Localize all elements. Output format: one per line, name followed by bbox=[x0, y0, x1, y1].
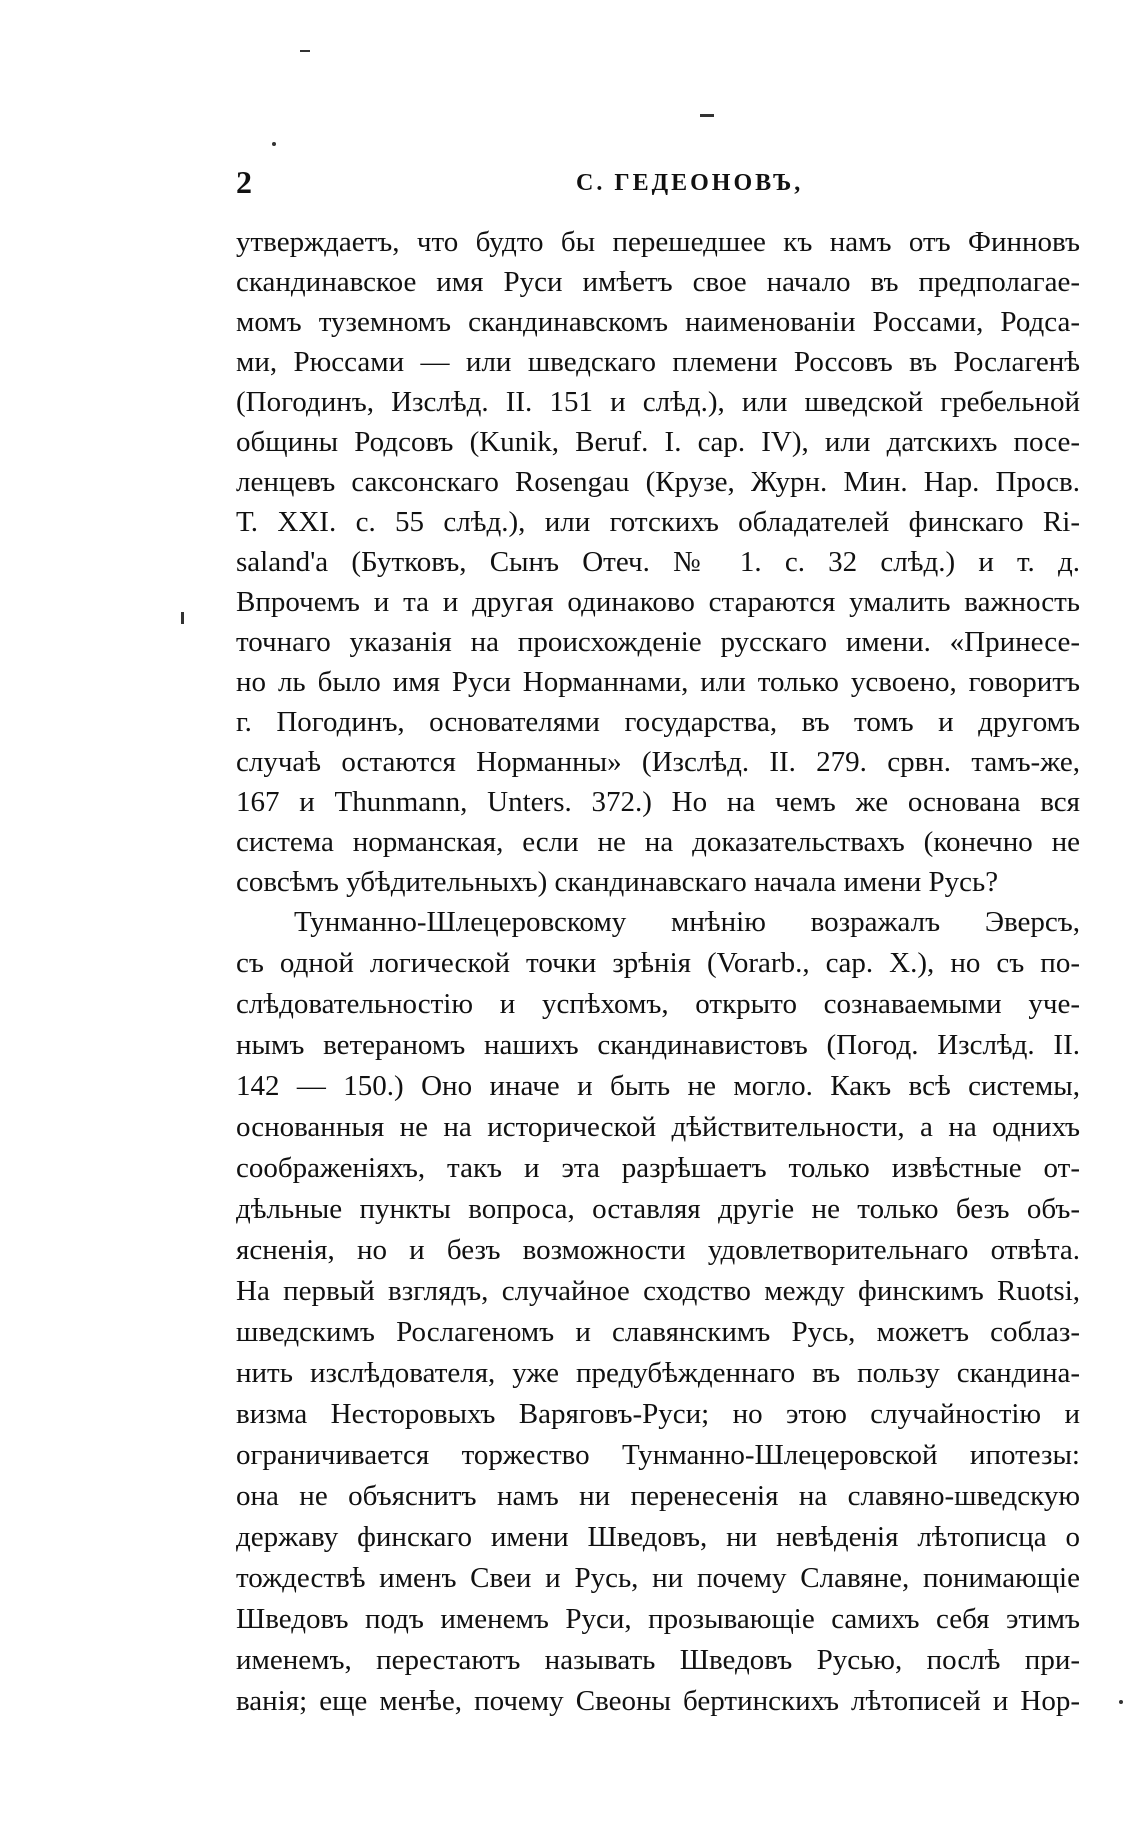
text-line: ванія; еще менѣе, почему Свеоны бертинскихъ лѣтописей и Нор- bbox=[236, 1685, 1080, 1717]
text-line: ограничивается торжество Тунманно-Шлецеровской ипотезы: bbox=[236, 1439, 1080, 1471]
text-line: случаѣ остаются Норманны» (Изслѣд. II. 279. срвн. тамъ-же, bbox=[236, 746, 1080, 778]
text-line: 142 — 150.) Оно иначе и быть не могло. Какъ всѣ системы, bbox=[236, 1070, 1080, 1102]
text-line: съ одной логической точки зрѣнія (Vorarb., cap. X.), но съ по- bbox=[236, 947, 1080, 979]
body-text bbox=[236, 222, 1080, 1722]
text-line: общины Родсовъ (Kunik, Beruf. I. cap. IV), или датскихъ посе- bbox=[236, 426, 1080, 458]
text-line: ми, Рюссами — или шведскаго племени Россовъ въ Рослагенѣ bbox=[236, 346, 1080, 378]
text-line: она не объяснитъ намъ ни перенесенія на славяно-шведскую bbox=[236, 1480, 1080, 1512]
text-line: 167 и Thunmann, Unters. 372.) Но на чемъ же основана вся bbox=[236, 786, 1080, 818]
text-line: На первый взглядъ, случайное сходство между финскимъ Ruotsi, bbox=[236, 1275, 1080, 1307]
paragraph-start-line: Тунманно-Шлецеровскому мнѣнію возражалъ Эверсъ, bbox=[294, 906, 1080, 938]
text-line: тождествѣ именъ Свеи и Русь, ни почему Славяне, понимающіе bbox=[236, 1562, 1080, 1594]
page-header bbox=[236, 164, 1066, 204]
text-line: визма Несторовыхъ Варяговъ-Руси; но этою случайностію и bbox=[236, 1398, 1080, 1430]
text-line: система норманская, если не на доказательствахъ (конечно не bbox=[236, 826, 1080, 858]
text-line: шведскимъ Рослагеномъ и славянскимъ Русь, можетъ соблаз- bbox=[236, 1316, 1080, 1348]
text-line: ясненія, но и безъ возможности удовлетворительнаго отвѣта. bbox=[236, 1234, 1080, 1266]
text-line: Т. XXI. с. 55 слѣд.), или готскихъ обладателей финскаго Ri- bbox=[236, 506, 1080, 538]
text-line: Шведовъ подъ именемъ Руси, прозывающіе самихъ себя этимъ bbox=[236, 1603, 1080, 1635]
scan-speck bbox=[300, 50, 310, 52]
text-line: основанныя не на исторической дѣйствительности, а на однихъ bbox=[236, 1111, 1080, 1143]
text-line: соображеніяхъ, такъ и эта разрѣшаетъ только извѣстные от- bbox=[236, 1152, 1080, 1184]
text-line: утверждаетъ, что будто бы перешедшее къ намъ отъ Финновъ bbox=[236, 226, 1080, 258]
scan-speck bbox=[181, 612, 184, 624]
text-line: Впрочемъ и та и другая одинаково стараются умалить важность bbox=[236, 586, 1080, 618]
text-line: saland'a (Бутковъ, Сынъ Отеч. № 1. с. 32 слѣд.) и т. д. bbox=[236, 546, 1080, 578]
running-head: С. ГЕДЕОНОВЪ, bbox=[576, 170, 804, 196]
text-line: нымъ ветераномъ нашихъ скандинавистовъ (Погод. Изслѣд. II. bbox=[236, 1029, 1080, 1061]
page-number: 2 bbox=[236, 164, 252, 200]
text-line: (Погодинъ, Изслѣд. II. 151 и слѣд.), или шведской гребельной bbox=[236, 386, 1080, 418]
text-line: скандинавское имя Руси имѣетъ свое начало въ предполагае- bbox=[236, 266, 1080, 298]
text-line: г. Погодинъ, основателями государства, въ томъ и другомъ bbox=[236, 706, 1080, 738]
text-line: державу финскаго имени Шведовъ, ни невѣденія лѣтописца о bbox=[236, 1521, 1080, 1553]
text-line: точнаго указанія на происхожденіе русскаго имени. «Принесе- bbox=[236, 626, 1080, 658]
text-line: дѣльные пункты вопроса, оставляя другіе не только безъ объ- bbox=[236, 1193, 1080, 1225]
paragraph-end-line: совсѣмъ убѣдительныхъ) скандинавскаго начала имени Русь? bbox=[236, 866, 999, 898]
text-line: ленцевъ саксонскаго Rosengau (Крузе, Журн. Мин. Нар. Просв. bbox=[236, 466, 1080, 498]
scan-speck bbox=[700, 114, 714, 117]
text-line: именемъ, перестаютъ называть Шведовъ Русью, послѣ при- bbox=[236, 1644, 1080, 1676]
text-line: но ль было имя Руси Норманнами, или только усвоено, говоритъ bbox=[236, 666, 1080, 698]
text-line: слѣдовательностію и успѣхомъ, открыто сознаваемыми уче- bbox=[236, 988, 1080, 1020]
scan-speck bbox=[1119, 1700, 1123, 1704]
text-line: момъ туземномъ скандинавскомъ наименованіи Россами, Родса- bbox=[236, 306, 1080, 338]
text-line: нить изслѣдователя, уже предубѣжденнаго въ пользу скандина- bbox=[236, 1357, 1080, 1389]
scan-speck bbox=[272, 142, 276, 146]
